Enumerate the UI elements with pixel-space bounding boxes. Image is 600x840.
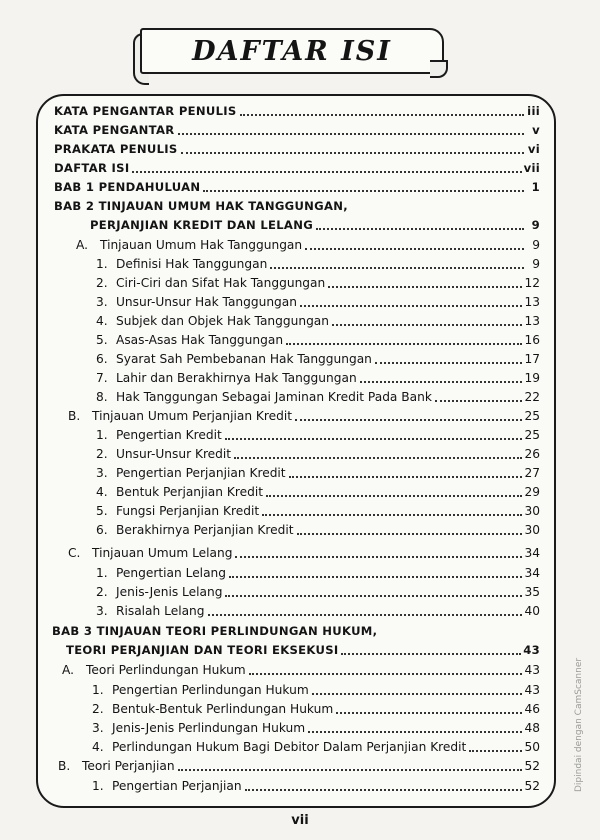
toc-entry-number: A. <box>76 238 88 252</box>
toc-entry <box>54 199 348 214</box>
toc-entry-title: PERJANJIAN KREDIT DAN LELANG <box>90 218 314 232</box>
toc-entry <box>96 604 540 619</box>
dot-leader <box>235 555 522 558</box>
scanner-watermark: Dipindai dengan CamScanner <box>574 657 584 792</box>
toc-entry <box>54 123 540 138</box>
dot-leader <box>305 247 524 250</box>
toc-entry-page: 16 <box>524 333 540 347</box>
toc-entry-title: Definisi Hak Tanggungan <box>116 257 268 271</box>
toc-entry-number: A. <box>62 663 74 677</box>
toc-entry-number: 1. <box>96 566 108 580</box>
toc-entry <box>96 390 540 405</box>
toc-entry-title: Ciri-Ciri dan Sifat Hak Tanggungan <box>116 276 326 290</box>
toc-entry-page: 52 <box>524 779 540 793</box>
toc-entry-title: Lahir dan Berakhirnya Hak Tanggungan <box>116 371 357 385</box>
dot-leader <box>225 594 522 597</box>
toc-entry-number: 1. <box>96 428 108 442</box>
toc-entry-title: Jenis-Jenis Lelang <box>116 585 223 599</box>
dot-leader <box>297 532 523 535</box>
dot-leader <box>341 652 521 655</box>
toc-entry-number: 5. <box>96 504 108 518</box>
toc-entry-number: 2. <box>96 276 108 290</box>
toc-entry-title: KATA PENGANTAR <box>54 123 175 137</box>
toc-entry <box>66 643 540 658</box>
toc-entry <box>68 546 540 561</box>
toc-entry <box>52 624 377 639</box>
toc-entry-title: TEORI PERJANJIAN DAN TEORI EKSEKUSI <box>66 643 339 657</box>
toc-entry-number: 1. <box>92 779 104 793</box>
dot-leader <box>435 399 523 402</box>
toc-entry <box>96 485 540 500</box>
toc-entry-page: 43 <box>524 683 540 697</box>
toc-entry-number: 8. <box>96 390 108 404</box>
toc-entry-page: 9 <box>532 238 540 252</box>
toc-entry-number: C. <box>68 546 81 560</box>
dot-leader <box>249 672 523 675</box>
toc-entry-title: Hak Tanggungan Sebagai Jaminan Kredit Pada Bank <box>116 390 432 404</box>
toc-entry-number: 1. <box>92 683 104 697</box>
dot-leader <box>332 323 522 326</box>
toc-entry <box>96 257 540 272</box>
dot-leader <box>245 788 523 791</box>
dot-leader <box>270 266 524 269</box>
toc-entry-title: Syarat Sah Pembebanan Hak Tanggungan <box>116 352 372 366</box>
toc-entry-page: 19 <box>524 371 540 385</box>
toc-entry-number: 2. <box>92 702 104 716</box>
dot-leader <box>289 475 523 478</box>
toc-entry <box>96 566 540 581</box>
toc-entry <box>62 663 540 678</box>
toc-entry-page: 22 <box>524 390 540 404</box>
toc-entry-number: 3. <box>92 721 104 735</box>
toc-entry-number: 3. <box>96 604 108 618</box>
toc-entry-title: Pengertian Kredit <box>116 428 222 442</box>
dot-leader <box>178 132 525 135</box>
toc-entry-title: Subjek dan Objek Hak Tanggungan <box>116 314 329 328</box>
dot-leader <box>295 418 522 421</box>
toc-entry <box>96 585 540 600</box>
toc-entry-page: 1 <box>531 180 540 194</box>
toc-entry-title: Asas-Asas Hak Tanggungan <box>116 333 284 347</box>
toc-entry-title: Fungsi Perjanjian Kredit <box>116 504 260 518</box>
toc-entry-title: Jenis-Jenis Perlindungan Hukum <box>112 721 306 735</box>
toc-entry-title: Pengertian Perjanjian <box>112 779 242 793</box>
dot-leader <box>225 437 523 440</box>
toc-entry <box>58 759 540 774</box>
toc-entry-page: 48 <box>524 721 540 735</box>
toc-entry <box>96 333 540 348</box>
toc-entry-page: 34 <box>524 546 540 560</box>
toc-entry-title: Pengertian Lelang <box>116 566 227 580</box>
toc-entry-page: 17 <box>524 352 540 366</box>
toc-entry-title: Teori Perlindungan Hukum <box>86 663 246 677</box>
toc-entry-page: 30 <box>524 504 540 518</box>
toc-entry <box>96 523 540 538</box>
toc-entry-title: Pengertian Perlindungan Hukum <box>112 683 309 697</box>
dot-leader <box>262 513 522 516</box>
page-title: DAFTAR ISI <box>192 35 392 67</box>
toc-entry <box>96 504 540 519</box>
dot-leader <box>240 113 524 116</box>
toc-entry-title: Teori Perjanjian <box>82 759 175 773</box>
toc-entry-title: Unsur-Unsur Kredit <box>116 447 232 461</box>
toc-frame <box>36 94 556 808</box>
toc-entry-page: 43 <box>523 643 540 657</box>
toc-entry-page: vi <box>527 142 540 156</box>
toc-entry-page: 12 <box>524 276 540 290</box>
dot-leader <box>286 342 522 345</box>
toc-entry-title: BAB 3 TINJAUAN TEORI PERLINDUNGAN HUKUM, <box>52 624 378 638</box>
dot-leader <box>181 151 524 154</box>
toc-entry <box>92 779 540 794</box>
toc-entry-page: 27 <box>524 466 540 480</box>
toc-entry-title: BAB 1 PENDAHULUAN <box>54 180 201 194</box>
dot-leader <box>203 189 524 192</box>
toc-entry <box>96 352 540 367</box>
toc-entry-title: DAFTAR ISI <box>54 161 130 175</box>
dot-leader <box>234 456 522 459</box>
toc-entry <box>54 180 540 195</box>
toc-entry <box>96 466 540 481</box>
dot-leader <box>375 361 523 364</box>
toc-entry-title: Risalah Lelang <box>116 604 205 618</box>
toc-entry <box>92 683 540 698</box>
dot-leader <box>316 227 524 230</box>
dot-leader <box>469 749 522 752</box>
toc-entry-title: Unsur-Unsur Hak Tanggungan <box>116 295 297 309</box>
toc-entry <box>54 104 540 119</box>
toc-entry-title: Bentuk Perjanjian Kredit <box>116 485 263 499</box>
page-number: vii <box>291 813 309 828</box>
dot-leader <box>132 170 521 173</box>
dot-leader <box>328 285 522 288</box>
toc-entry-number: 6. <box>96 352 108 366</box>
toc-entry <box>92 721 540 736</box>
toc-entry-page: 13 <box>524 295 540 309</box>
toc-entry-page: 40 <box>524 604 540 618</box>
toc-entry-number: 2. <box>96 585 108 599</box>
toc-entry <box>54 161 540 176</box>
toc-entry <box>96 276 540 291</box>
toc-entry <box>96 314 540 329</box>
toc-entry-page: 50 <box>524 740 540 754</box>
dot-leader <box>300 304 523 307</box>
toc-entry <box>90 218 540 233</box>
toc-entry-number: 5. <box>96 333 108 347</box>
toc-entry-page: 34 <box>524 566 540 580</box>
toc-entry-title: Tinjauan Umum Lelang <box>92 546 233 560</box>
toc-entry-page: v <box>532 123 540 137</box>
toc-entry-number: B. <box>68 409 81 423</box>
toc-entry <box>92 702 540 717</box>
toc-entry-number: 4. <box>92 740 104 754</box>
toc-entry-number: 3. <box>96 466 108 480</box>
toc-entry-page: 46 <box>524 702 540 716</box>
toc-entry <box>92 740 540 755</box>
toc-entry-page: 30 <box>524 523 540 537</box>
toc-entry-number: 1. <box>96 257 108 271</box>
toc-entry-page: 25 <box>524 428 540 442</box>
toc-entry-title: BAB 2 TINJAUAN UMUM HAK TANGGUNGAN, <box>54 199 348 213</box>
toc-entry-page: vii <box>523 161 540 175</box>
dot-leader <box>208 613 523 616</box>
toc-entry-title: PRAKATA PENULIS <box>54 142 178 156</box>
toc-entry <box>96 428 540 443</box>
toc-entry-number: 2. <box>96 447 108 461</box>
toc-entry <box>96 295 540 310</box>
toc-entry-number: 7. <box>96 371 108 385</box>
toc-entry-page: 13 <box>524 314 540 328</box>
toc-entry-page: 43 <box>524 663 540 677</box>
toc-entry-number: 3. <box>96 295 108 309</box>
toc-entry-number: 4. <box>96 314 108 328</box>
title-banner <box>140 28 444 74</box>
toc-entry-page: iii <box>527 104 540 118</box>
dot-leader <box>360 380 523 383</box>
toc-entry-page: 29 <box>524 485 540 499</box>
toc-entry-title: Tinjauan Umum Hak Tanggungan <box>100 238 303 252</box>
dot-leader <box>178 768 523 771</box>
toc-entry-title: Berakhirnya Perjanjian Kredit <box>116 523 294 537</box>
toc-entry-number: 4. <box>96 485 108 499</box>
toc-entry <box>96 371 540 386</box>
toc-entry-title: Pengertian Perjanjian Kredit <box>116 466 286 480</box>
toc-entry-number: 6. <box>96 523 108 537</box>
dot-leader <box>308 730 522 733</box>
toc-entry-title: Bentuk-Bentuk Perlindungan Hukum <box>112 702 334 716</box>
toc-entry <box>68 409 540 424</box>
toc-entry-title: Perlindungan Hukum Bagi Debitor Dalam Perjanjian Kredit <box>112 740 467 754</box>
toc-entry <box>54 142 540 157</box>
dot-leader <box>312 692 523 695</box>
toc-entry-title: Tinjauan Umum Perjanjian Kredit <box>92 409 293 423</box>
toc-entry-page: 9 <box>532 257 540 271</box>
dot-leader <box>336 711 522 714</box>
dot-leader <box>266 494 522 497</box>
banner-scroll-curl-right <box>430 60 448 78</box>
toc-entry-page: 25 <box>524 409 540 423</box>
toc-entry-number: B. <box>58 759 71 773</box>
toc-entry-page: 35 <box>524 585 540 599</box>
dot-leader <box>229 575 522 578</box>
toc-entry-title: KATA PENGANTAR PENULIS <box>54 104 237 118</box>
toc-entry <box>96 447 540 462</box>
toc-entry <box>76 238 540 253</box>
toc-entry-page: 9 <box>531 218 540 232</box>
toc-entry-page: 26 <box>524 447 540 461</box>
toc-entry-page: 52 <box>524 759 540 773</box>
